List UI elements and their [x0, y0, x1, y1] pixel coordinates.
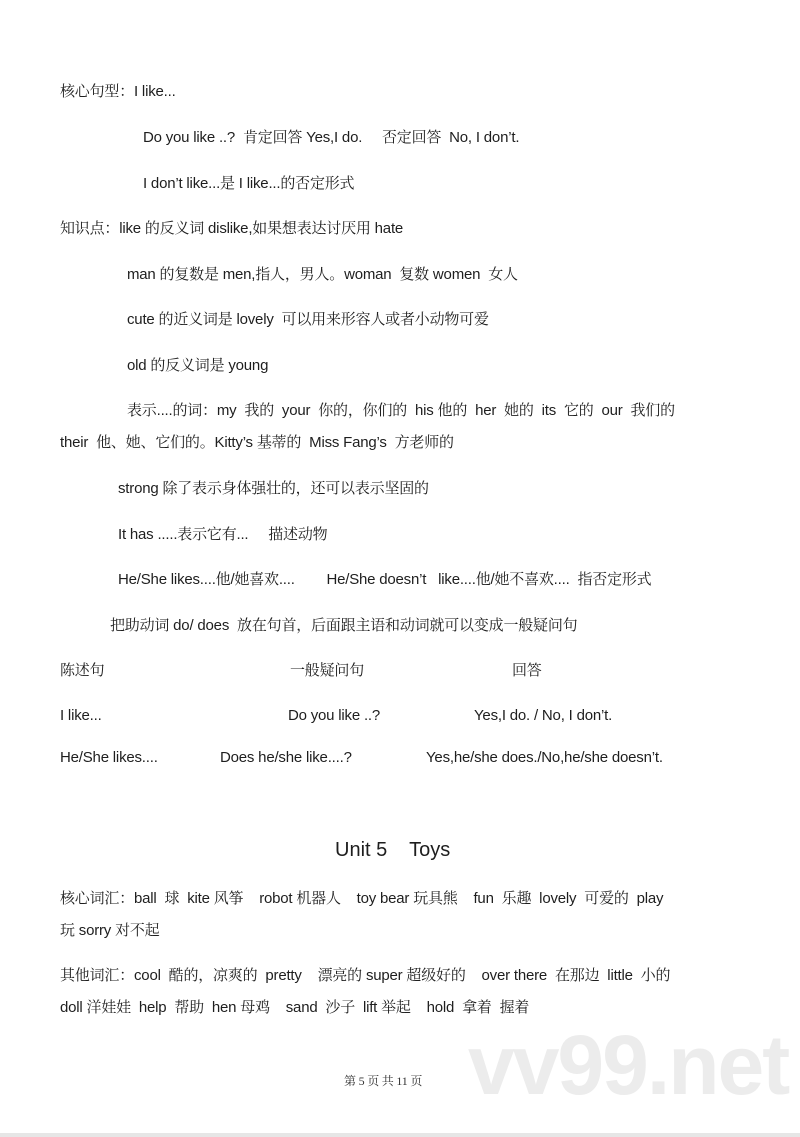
old-line: old 的反义词是 young [127, 357, 269, 374]
unit-title: Unit 5 Toys [335, 839, 451, 861]
dont-like-line: I don’t like...是 I like...的否定形式 [143, 175, 355, 192]
core-vocab-line-1: 核心词汇：ball 球 kite 风筝 robot 机器人 toy bear 玩具熊 fun 乐趣 lovely 可爱的 play [60, 890, 664, 907]
watermark: vv99.net [468, 1018, 789, 1112]
other-vocab-line-1: 其他词汇：cool 酷的，凉爽的 pretty 漂亮的 super 超级好的 over there 在那边 little 小的 [60, 967, 671, 984]
he-she-line: He/She likes....他/她喜欢.... He/She doesn’t like....他/她不喜欢.... 指否定形式 [118, 571, 652, 588]
table-header: 陈述句 [60, 662, 105, 679]
page-bottom-edge [0, 1133, 800, 1137]
core-sentence-line: 核心句型：I like... [60, 83, 176, 100]
knowledge-line: 知识点：like 的反义词 dislike,如果想表达讨厌用 hate [60, 220, 404, 237]
strong-line: strong 除了表示身体强壮的，还可以表示坚固的 [118, 480, 429, 497]
cute-line: cute 的近义词是 lovely 可以用来形容人或者小动物可爱 [127, 311, 489, 328]
table-cell: Does he/she like....? [220, 749, 352, 766]
man-line: man 的复数是 men,指人，男人。woman 复数 women 女人 [127, 266, 518, 283]
page-footer: 第 5 页 共 11 页 [344, 1074, 423, 1088]
it-has-line: It has .....表示它有... 描述动物 [118, 526, 328, 543]
table-cell: Do you like ..? [288, 707, 381, 724]
table-cell: Yes,I do. / No, I don’t. [474, 707, 613, 724]
auxiliary-line: 把助动词 do/ does 放在句首，后面跟主语和动词就可以变成一般疑问句 [110, 617, 578, 634]
table-header: 回答 [512, 662, 542, 679]
table-cell: Yes,he/she does./No,he/she doesn’t. [426, 749, 663, 766]
other-vocab-line-2: doll 洋娃娃 help 帮助 hen 母鸡 sand 沙子 lift 举起 hold 拿着 握着 [60, 999, 530, 1016]
core-vocab-line-2: 玩 sorry 对不起 [60, 922, 160, 939]
possessive-line-1: 表示....的词：my 我的 your 你的，你们的 his 他的 her 她的 its 它的 our 我们的 [127, 402, 675, 419]
table-cell: He/She likes.... [60, 749, 158, 766]
do-you-like-line: Do you like ..? 肯定回答 Yes,I do. 否定回答 No, I don’t. [143, 129, 520, 146]
table-header: 一般疑问句 [290, 662, 365, 679]
table-cell: I like... [60, 707, 102, 724]
possessive-line-2: their 他、她、它们的。Kitty’s 基蒂的 Miss Fang’s 方老师的 [60, 434, 454, 451]
